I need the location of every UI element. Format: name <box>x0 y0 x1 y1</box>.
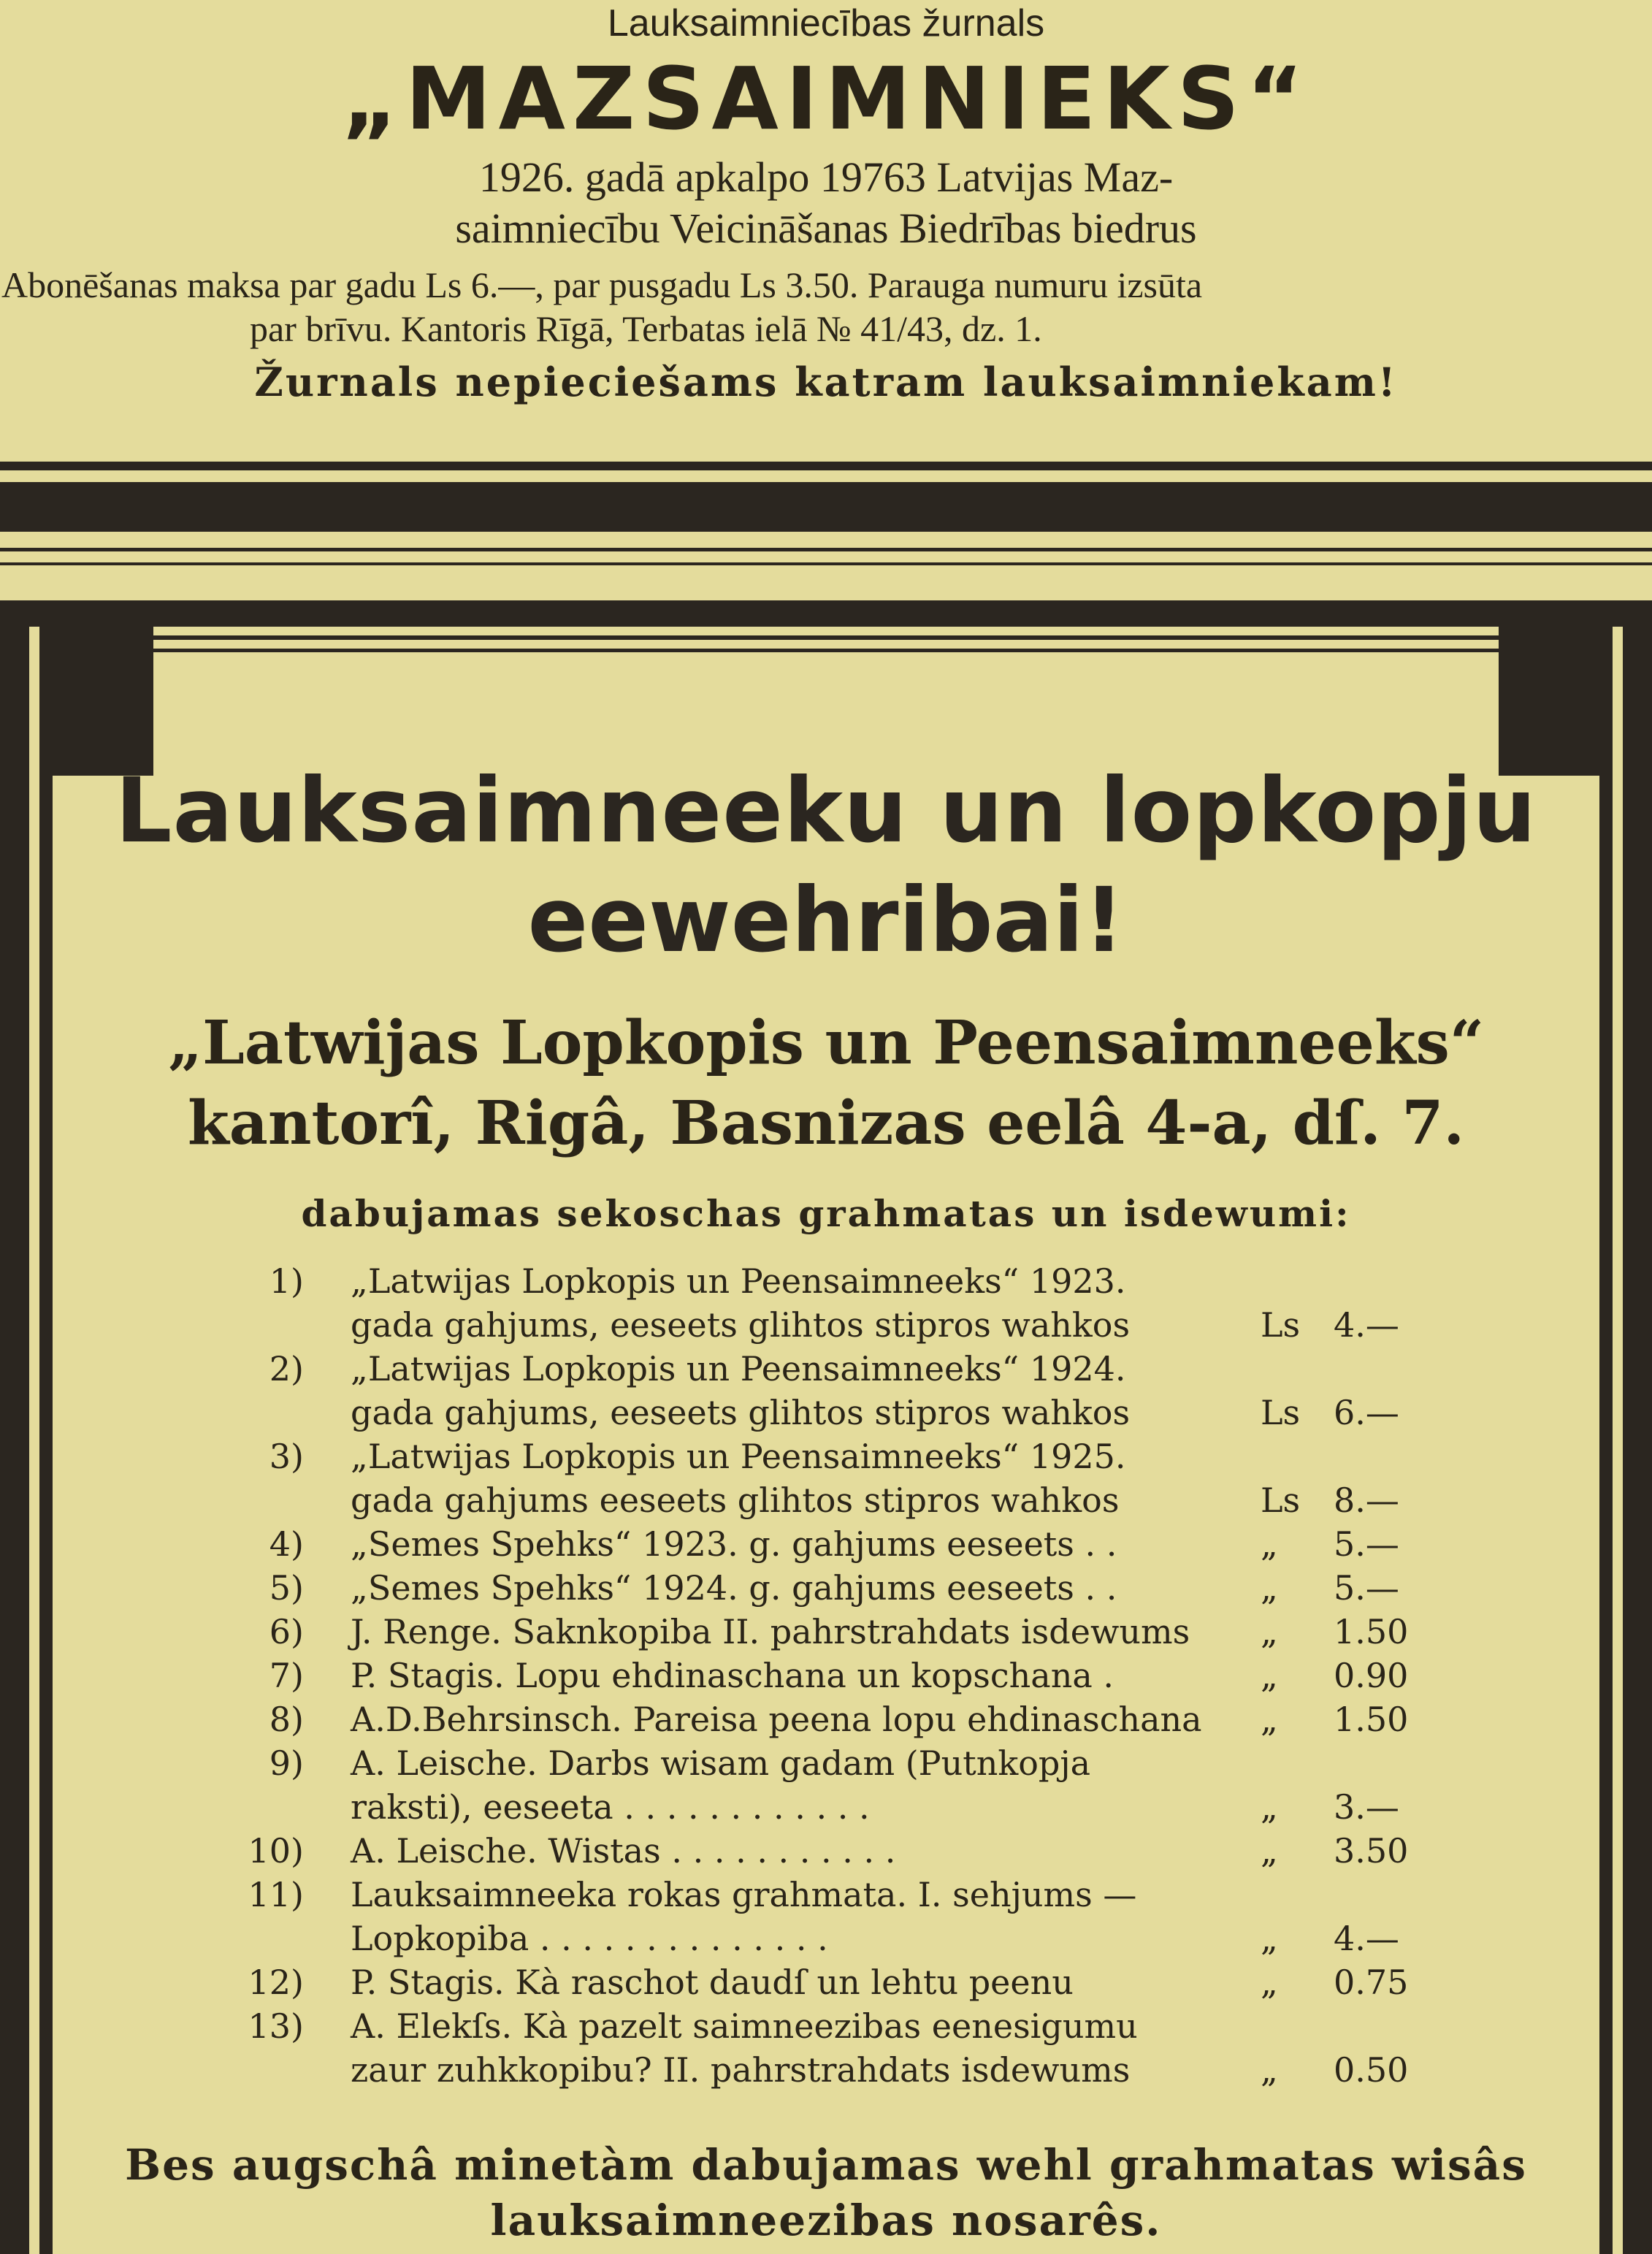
list-item-row <box>241 1522 1439 1566</box>
list-item-text: J. Renge. Saknkopiba II. pahrstrahdats isdewums <box>351 1612 1190 1651</box>
list-item <box>241 1434 1439 1522</box>
list-item-price: 6.— <box>1334 1393 1399 1432</box>
list-item-row <box>241 1434 1439 1478</box>
list-item-number: 4) <box>269 1524 304 1564</box>
list-item-text: Lopkopiba . . . . . . . . . . . . . . <box>351 1919 828 1958</box>
list-item-number: 11) <box>248 1875 304 1914</box>
list-item <box>241 1259 1439 1347</box>
list-item <box>241 1960 1439 2004</box>
ad-headline-line-1: Lauksaimneeku un lopkopju <box>115 759 1537 863</box>
list-item-currency: „ <box>1261 1963 1278 2002</box>
list-item-row <box>241 1478 1439 1522</box>
list-item-number: 1) <box>269 1261 304 1301</box>
journal-kicker: Lauksaimniecības žurnals <box>607 2 1045 45</box>
list-item-number: 13) <box>248 2006 304 2046</box>
list-item <box>241 1829 1439 1873</box>
list-item-text: A.D.Behrsinsch. Pareisa peena lopu ehdinaschana <box>351 1700 1202 1739</box>
list-item-row <box>241 1303 1439 1347</box>
list-item-row <box>241 1873 1439 1917</box>
list-item-currency: „ <box>1261 1524 1278 1564</box>
list-item-currency: „ <box>1261 1700 1278 1739</box>
list-item-text: zaur zuhkkopibu? II. pahrstrahdats isdewums <box>351 2050 1131 2090</box>
list-item-text: „Latwijas Lopkopis un Peensaimneeks“ 1925. <box>351 1437 1126 1476</box>
separator-thin-rule-1 <box>0 548 1652 551</box>
list-item-price: 0.90 <box>1334 1656 1409 1695</box>
list-item <box>241 1741 1439 1829</box>
list-item-currency: „ <box>1261 2050 1278 2090</box>
separator-thick-band <box>0 482 1652 532</box>
list-item-row <box>241 1654 1439 1697</box>
list-item-number: 12) <box>248 1963 304 2002</box>
separator-thin-rule-top <box>0 462 1652 470</box>
list-item-currency: „ <box>1261 1919 1278 1958</box>
list-item-row <box>241 1610 1439 1654</box>
list-item <box>241 1610 1439 1654</box>
list-item-price: 5.— <box>1334 1568 1399 1608</box>
list-item-currency: „ <box>1261 1568 1278 1608</box>
list-item-currency: „ <box>1261 1787 1278 1827</box>
list-item-price: 4.— <box>1334 1919 1399 1958</box>
list-item <box>241 1697 1439 1741</box>
list-item-price: 0.50 <box>1334 2050 1409 2090</box>
list-item-row <box>241 1566 1439 1610</box>
list-item-price: 4.— <box>1334 1305 1399 1345</box>
list-item-price: 8.— <box>1334 1481 1399 1520</box>
frame-right-corner-block <box>1499 600 1599 776</box>
list-item-text: „Latwijas Lopkopis un Peensaimneeks“ 1923. <box>351 1261 1126 1301</box>
list-item-currency: Ls <box>1261 1481 1301 1520</box>
list-item-number: 2) <box>269 1349 304 1388</box>
list-item-text: A. Elekſs. Kà pazelt saimneezibas eenesigumu <box>351 2006 1138 2046</box>
list-item-text: „Semes Spehks“ 1923. g. gahjums eeseets . . <box>351 1524 1117 1564</box>
circulation-line-2: saimniecību Veicināšanas Biedrības biedrus <box>455 205 1197 252</box>
list-item <box>241 1522 1439 1566</box>
list-item-price: 0.75 <box>1334 1963 1409 2002</box>
list-item-row <box>241 1829 1439 1873</box>
list-item-number: 3) <box>269 1437 304 1476</box>
publisher-address: kantorî, Rigâ, Basnizas eelâ 4-a, dſ. 7. <box>187 1088 1465 1158</box>
list-item-text: raksti), eeseeta . . . . . . . . . . . . <box>351 1787 870 1827</box>
list-item-price: 3.— <box>1334 1787 1399 1827</box>
list-intro: dabujamas sekoschas grahmatas un isdewumi: <box>301 1192 1351 1235</box>
separator-thin-rule-2 <box>0 562 1652 565</box>
journal-slogan: Žurnals nepieciešams katram lauksaimniekam! <box>254 359 1398 405</box>
list-item-row <box>241 1347 1439 1391</box>
journal-masthead: „MAZSAIMNIEKS“ <box>341 48 1311 149</box>
list-item-row <box>241 1391 1439 1434</box>
list-item-row <box>241 2048 1439 2092</box>
list-item-text: gada gahjums, eeseets glihtos stipros wahkos <box>351 1305 1131 1345</box>
ad-headline-line-2: eewehribai! <box>527 868 1125 972</box>
list-item-currency: „ <box>1261 1656 1278 1695</box>
list-item-number: 9) <box>269 1743 304 1783</box>
list-item-number: 5) <box>269 1568 304 1608</box>
list-item-price: 1.50 <box>1334 1700 1409 1739</box>
list-item-text: „Latwijas Lopkopis un Peensaimneeks“ 1924. <box>351 1349 1126 1388</box>
list-item-number: 7) <box>269 1656 304 1695</box>
list-item-row <box>241 1917 1439 1960</box>
list-item-row <box>241 1259 1439 1303</box>
list-item-text: Lauksaimneeka rokas grahmata. I. sehjums — <box>351 1875 1137 1914</box>
list-item-currency: Ls <box>1261 1305 1301 1345</box>
frame-left-corner-block <box>53 600 153 776</box>
list-item-text: „Semes Spehks“ 1924. g. gahjums eeseets . . <box>351 1568 1117 1608</box>
list-item-row <box>241 1960 1439 2004</box>
list-item-price: 3.50 <box>1334 1831 1409 1871</box>
list-item-currency: „ <box>1261 1612 1278 1651</box>
list-item-row <box>241 1697 1439 1741</box>
list-item-row <box>241 1741 1439 1785</box>
list-item-currency: Ls <box>1261 1393 1301 1432</box>
list-item-text: gada gahjums, eeseets glihtos stipros wahkos <box>351 1393 1131 1432</box>
list-item-text: P. Stagis. Lopu ehdinaschana un kopschana . <box>351 1656 1114 1695</box>
list-item <box>241 2004 1439 2092</box>
footer-line-2: lauksaimneezibas nosarês. <box>490 2196 1162 2245</box>
footer-line-1: Bes augschâ minetàm dabujamas wehl grahmatas wisâs <box>125 2140 1527 2190</box>
list-item-number: 10) <box>248 1831 304 1871</box>
frame-inner-rule-2 <box>153 649 1499 652</box>
publisher-name: „Latwijas Lopkopis un Peensaimneeks“ <box>168 1008 1484 1078</box>
circulation-line-1: 1926. gadā apkalpo 19763 Latvijas Maz- <box>478 153 1174 201</box>
frame-top-band <box>0 600 1652 627</box>
list-item <box>241 1566 1439 1610</box>
list-item-text: gada gahjums eeseets glihtos stipros wahkos <box>351 1481 1120 1520</box>
list-item-number: 6) <box>269 1612 304 1651</box>
list-item-text: A. Leische. Wistas . . . . . . . . . . . <box>351 1831 896 1871</box>
subscription-line-1: Abonēšanas maksa par gadu Ls 6.—, par pusgadu Ls 3.50. Parauga numuru izsūta <box>1 264 1203 305</box>
list-item-text: P. Stagis. Kà raschot daudſ un lehtu peenu <box>351 1963 1074 2002</box>
list-item <box>241 1654 1439 1697</box>
book-list <box>241 1259 1439 2092</box>
subscription-info <box>0 263 1652 351</box>
list-item-price: 1.50 <box>1334 1612 1409 1651</box>
subscription-line-2: par brīvu. Kantoris Rīgā, Terbatas ielā № 41/43, dz. 1. <box>250 308 1042 349</box>
list-item-text: A. Leische. Darbs wisam gadam (Putnkopja <box>351 1743 1091 1783</box>
list-item <box>241 1347 1439 1434</box>
list-item-row <box>241 1785 1439 1829</box>
list-item <box>241 1873 1439 1960</box>
list-item-currency: „ <box>1261 1831 1278 1871</box>
list-item-price: 5.— <box>1334 1524 1399 1564</box>
frame-inner-rule-1 <box>153 635 1499 640</box>
list-item-number: 8) <box>269 1700 304 1739</box>
list-item-row <box>241 2004 1439 2048</box>
